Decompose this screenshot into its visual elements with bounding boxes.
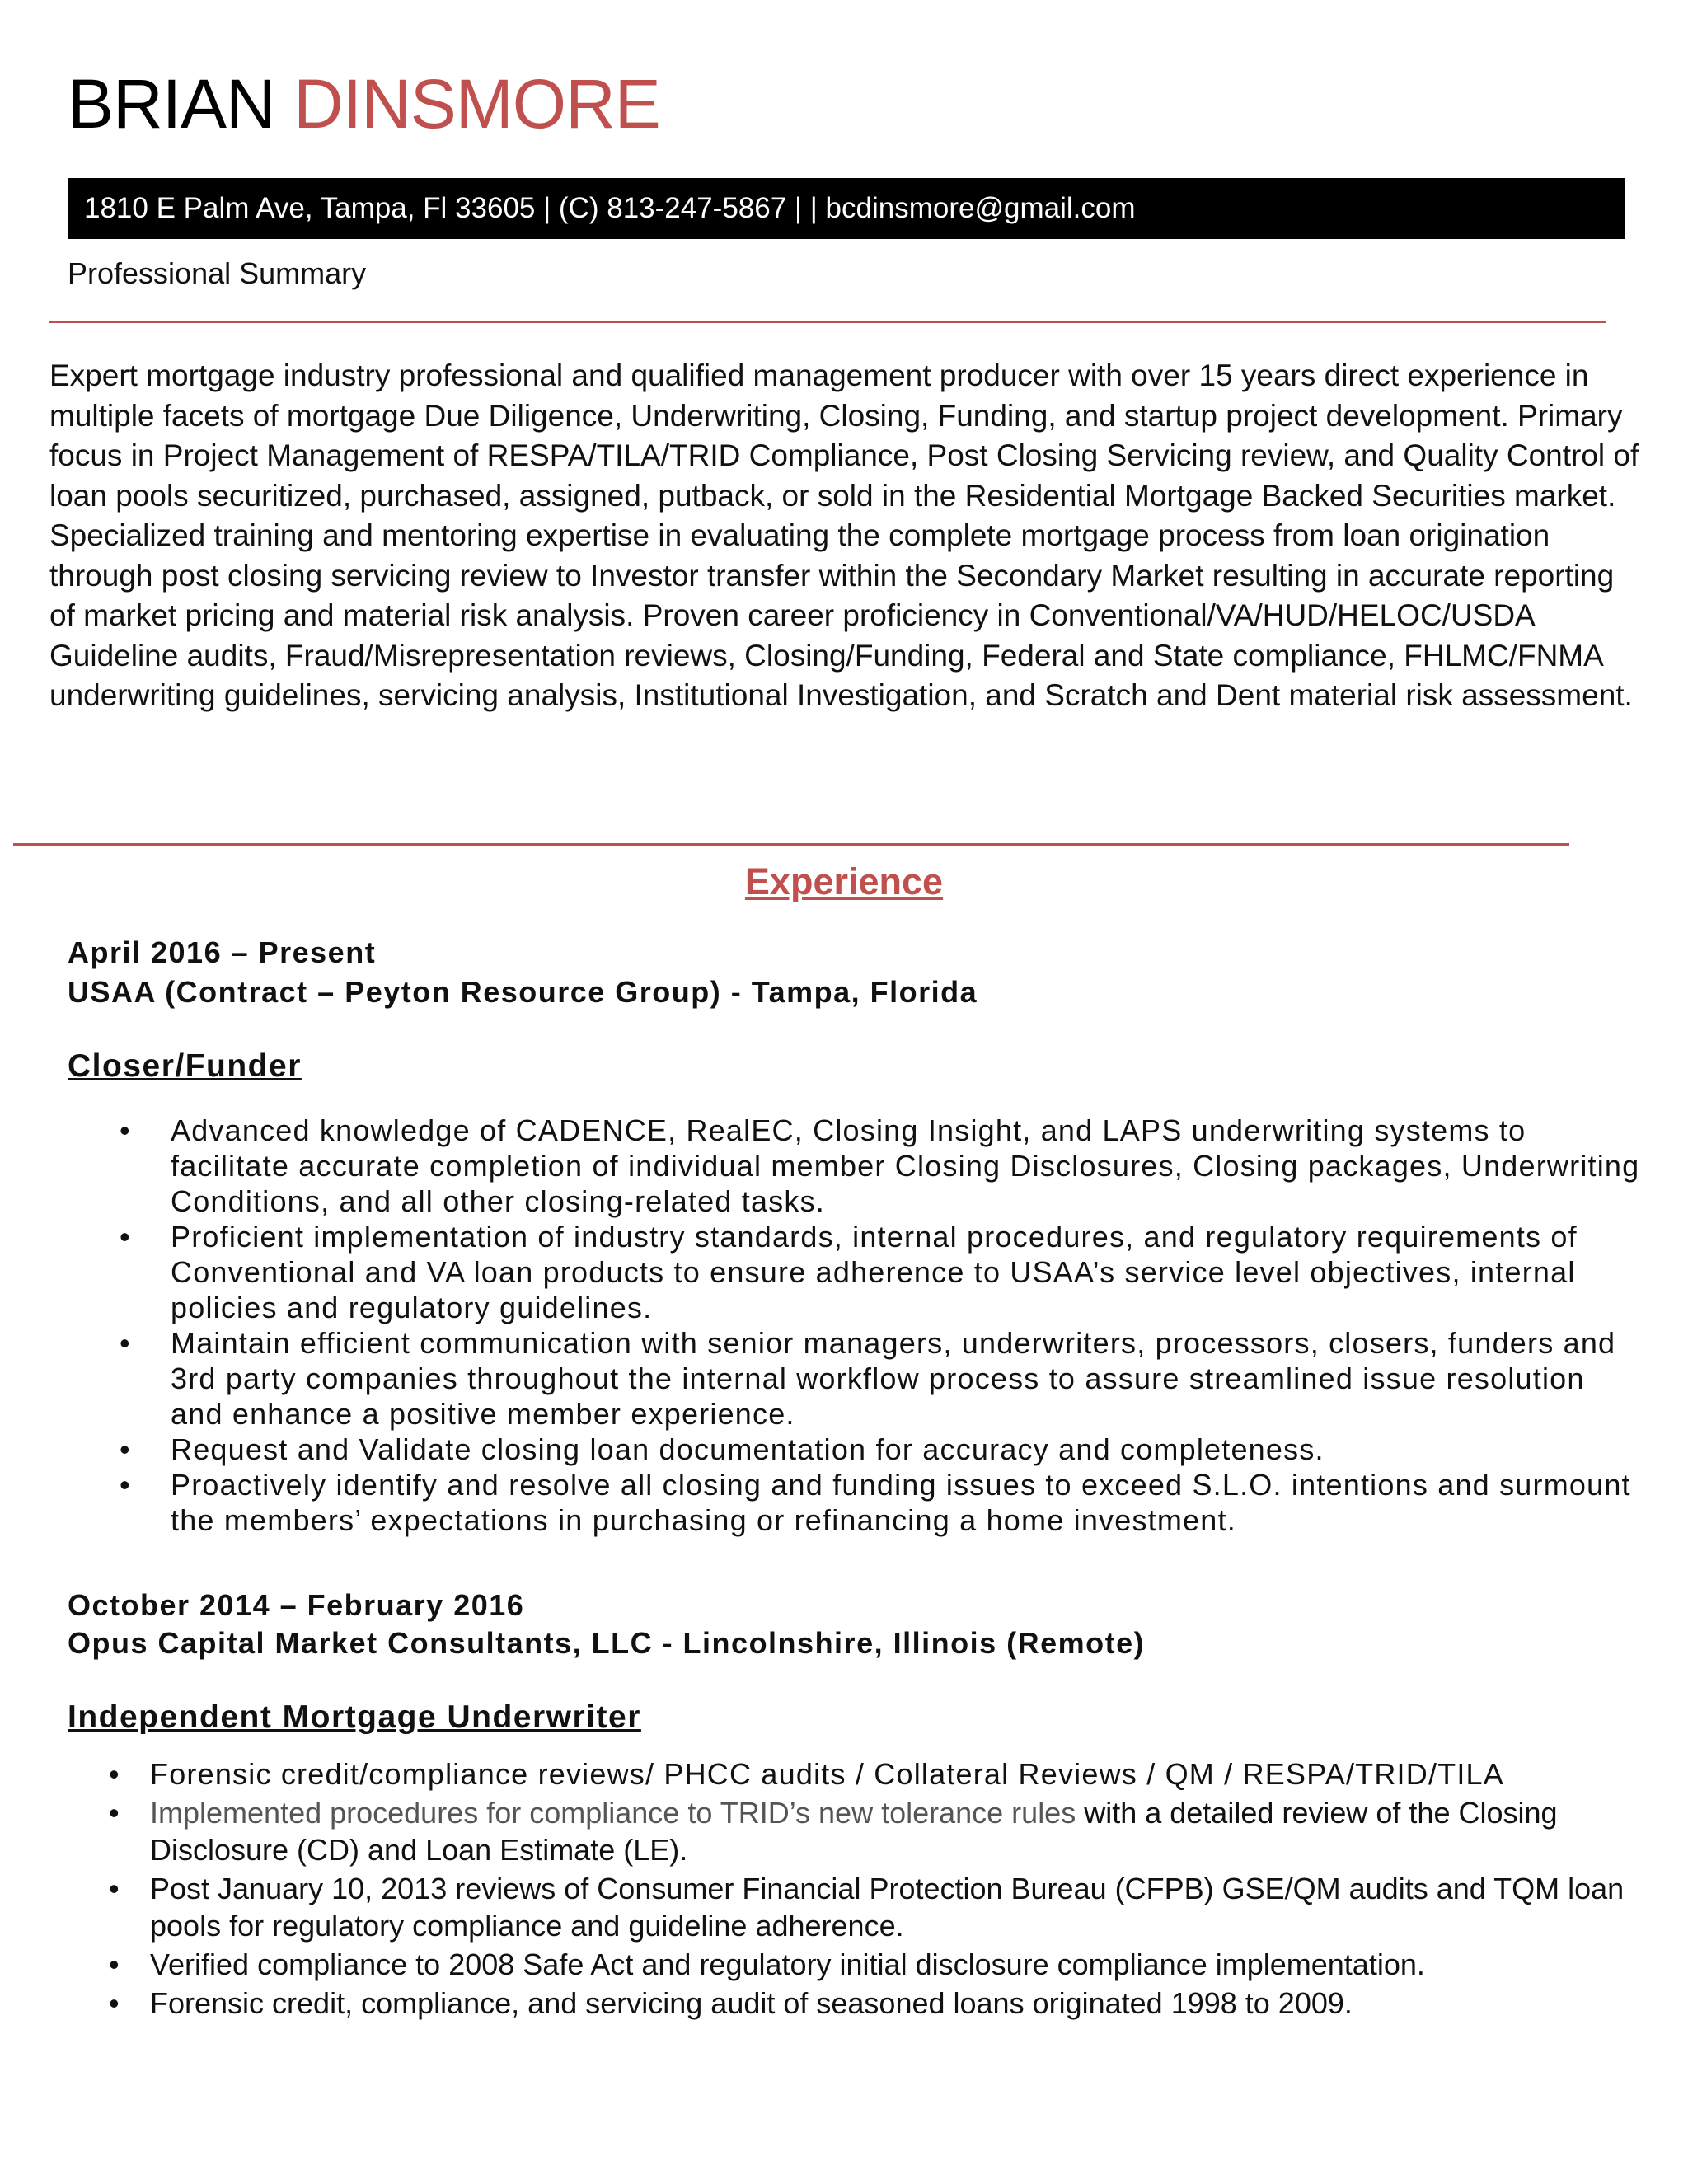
first-name: BRIAN — [68, 65, 275, 143]
summary-text: Expert mortgage industry professional and qualified management producer with over 15 years direct experience in multiple facets of mortgage Due Diligence, Underwriting, Closing, Funding, and startup project development. Primary focus in Project Management of RESPA/TILA/TRID Compliance, Post Closing Servicing review, and Quality Control of loan pools securitized, purchased, assigned, putback, or sold in the Residential Mortgage Backed Securities market. Specialized training and mentoring expertise in evaluating the complete mortgage process from loan origination through post closing servicing review to Investor transfer within the Secondary Market resulting in accurate reporting of market pricing and material risk analysis. Proven career proficiency in Conventional/VA/HUD/HELOC/USDA Guideline audits, Fraud/Misrepresentation reviews, Closing/Funding, Federal and State compliance, FHLMC/FNMA underwriting guidelines, servicing analysis, Institutional Investigation, and Scratch and Dent material risk assessment. — [49, 359, 1639, 712]
job-title: Independent Mortgage Underwriter — [68, 1699, 641, 1735]
job-bullet-list — [150, 1755, 1634, 2023]
job-company: USAA (Contract – Peyton Resource Group) - Tampa, Florida — [68, 975, 978, 1009]
list-item: • Forensic credit, compliance, and servicing audit of seasoned loans originated 1998 to 2009. — [150, 1985, 1634, 2022]
list-item-rest: with a detailed review of the Closing Disclosure (CD) and Loan Estimate (LE). — [150, 1796, 1558, 1867]
list-item-lead: Implemented procedures for compliance to TRID’s new tolerance rules — [150, 1796, 1076, 1830]
list-item: • Verified compliance to 2008 Safe Act and regulatory initial disclosure compliance implementation. — [150, 1946, 1634, 1983]
list-item: • Proficient implementation of industry standards, internal procedures, and regulatory requirements of Conventional and VA loan products to ensure adherence to USAA’s service level objectives, internal policies and regulatory guidelines. — [171, 1219, 1646, 1325]
contact-bar: 1810 E Palm Ave, Tampa, Fl 33605 | (C) 813-247-5867 | | bcdinsmore@gmail.com — [68, 178, 1625, 239]
list-item: • Maintain efficient communication with senior managers, underwriters, processors, closers, funders and 3rd party companies throughout the internal workflow process to assure streamlined issue resolution and enhance a positive member experience. — [171, 1325, 1646, 1432]
divider-rule — [13, 843, 1569, 846]
divider-rule — [49, 321, 1606, 323]
list-item: • Post January 10, 2013 reviews of Consumer Financial Protection Bureau (CFPB) GSE/QM audits and TQM loan pools for regulatory compliance and guideline adherence. — [150, 1870, 1634, 1944]
list-item: • Request and Validate closing loan documentation for accuracy and completeness. — [171, 1432, 1646, 1467]
list-item: • Advanced knowledge of CADENCE, RealEC, Closing Insight, and LAPS underwriting systems to facilitate accurate completion of individual member Closing Disclosures, Closing packages, Underwriting Conditions, and all other closing-related tasks. — [171, 1113, 1646, 1219]
experience-heading: Experience — [744, 860, 944, 902]
job-title: Closer/Funder — [68, 1048, 302, 1084]
last-name: DINSMORE — [293, 65, 660, 143]
candidate-name — [68, 64, 660, 143]
job-bullet-list — [171, 1113, 1646, 1538]
job-dates: October 2014 – February 2016 — [68, 1588, 525, 1622]
list-item — [150, 1794, 1634, 1868]
job-company: Opus Capital Market Consultants, LLC - Lincolnshire, Illinois (Remote) — [68, 1626, 1146, 1660]
list-item: • Proactively identify and resolve all closing and funding issues to exceed S.L.O. intentions and surmount the members’ expectations in purchasing or refinancing a home investment. — [171, 1467, 1646, 1538]
job-dates: April 2016 – Present — [68, 935, 377, 969]
summary-label: Professional Summary — [68, 256, 367, 290]
list-item: • Forensic credit/compliance reviews/ PHCC audits / Collateral Reviews / QM / RESPA/TRID/TILA — [150, 1755, 1634, 1793]
